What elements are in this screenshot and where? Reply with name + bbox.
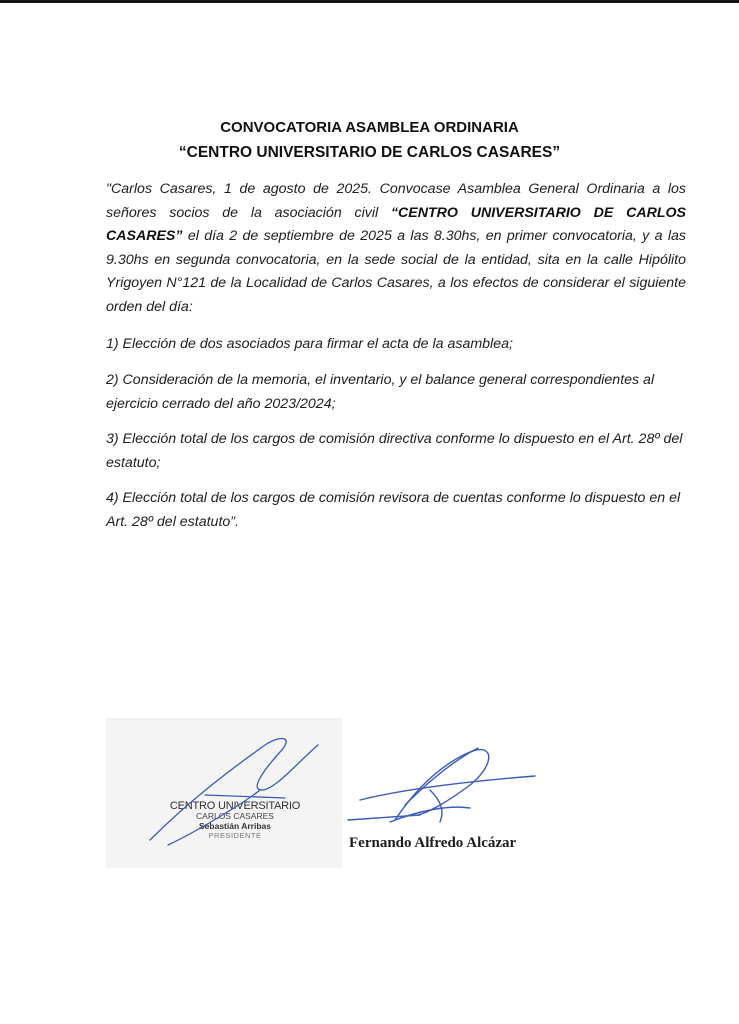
second-signature <box>348 748 535 822</box>
seal-signer-role: PRESIDENTE <box>208 831 262 840</box>
seal-city: CARLOS CASARES <box>196 811 274 821</box>
intro-paragraph <box>106 178 686 320</box>
agenda-item-1: 1) Elección de dos asociados para firmar el acta de la asamblea; <box>106 336 513 352</box>
intro-text-end: el día 2 de septiembre de 2025 a las 8.30hs, en primer convocatoria, y a las 9.30hs en segunda convocatoria, en la sede social de la entidad, sita en la calle Hipólito Yrigoyen N°121 de la Localidad de Carlos Casares, a los efectos de considerar el siguiente orden del día: <box>106 228 686 315</box>
second-signer-name: Fernando Alfredo Alcázar <box>349 835 517 851</box>
intro-text-start: "Carlos Casares, 1 de agosto de 2025. Convocase Asamblea General Ordinaria a los señores socios de la asociación civil <box>106 181 686 221</box>
signature-stamp-background <box>106 718 342 868</box>
agenda-item-3: 3) Elección total de los cargos de comisión directiva conforme lo dispuesto en el Art. 28º del estatuto; <box>106 431 683 471</box>
seal-signer-name: Sebastián Arribas <box>199 821 271 831</box>
seal-organization: CENTRO UNIVERSITARIO <box>169 800 301 812</box>
intro-org-name: “CENTRO UNIVERSITARIO DE CARLOS CASARES” <box>106 204 687 245</box>
agenda-item-4: 4) Elección total de los cargos de comisión revisora de cuentas conforme lo dispuesto en el Art. 28º del estatuto”. <box>106 490 681 530</box>
agenda-item-2: 2) Consideración de la memoria, el inventario, y el balance general correspondientes al ejercicio cerrado del año 2023/2024; <box>106 372 655 412</box>
document-subtitle: “CENTRO UNIVERSITARIO DE CARLOS CASARES” <box>178 144 561 161</box>
document-title: CONVOCATORIA ASAMBLEA ORDINARIA <box>220 119 519 136</box>
top-border-line <box>0 0 739 3</box>
president-seal <box>150 800 320 840</box>
